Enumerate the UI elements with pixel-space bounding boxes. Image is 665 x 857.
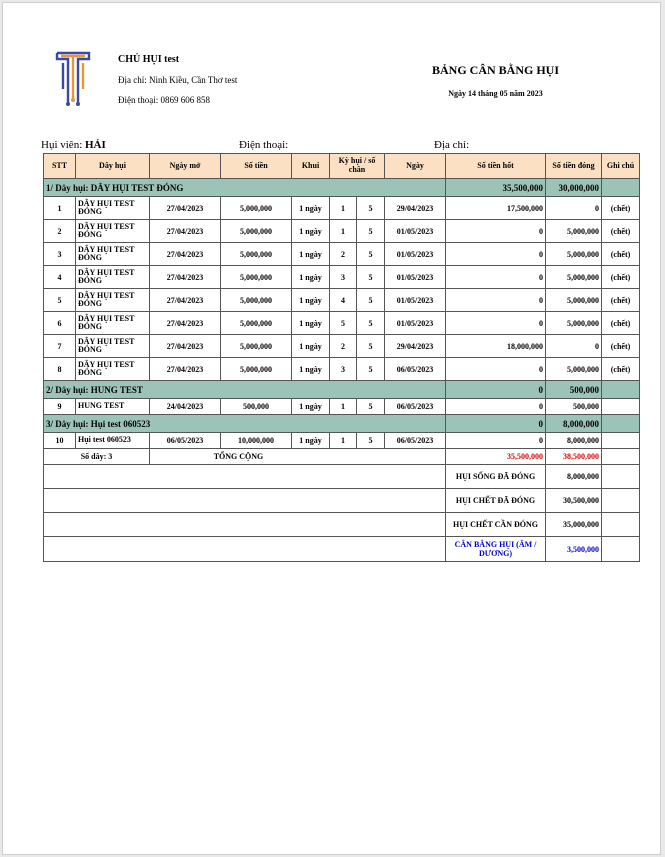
row-chan: 5 xyxy=(357,335,385,358)
row-note: (chết) xyxy=(602,197,640,220)
summary-value: 8,000,000 xyxy=(546,465,602,489)
row-khui: 1 ngày xyxy=(292,312,330,335)
summary-spacer xyxy=(44,537,446,562)
table-row xyxy=(44,243,640,266)
row-note: (chết) xyxy=(602,358,640,381)
table-row xyxy=(44,312,640,335)
table-row xyxy=(44,358,640,381)
table-row xyxy=(44,289,640,312)
row-stt: 5 xyxy=(44,289,76,312)
row-khui: 1 ngày xyxy=(292,197,330,220)
row-open-date: 27/04/2023 xyxy=(150,220,221,243)
row-dong: 5,000,000 xyxy=(546,220,602,243)
table-row xyxy=(44,197,640,220)
row-chan: 5 xyxy=(357,433,385,449)
row-stt: 1 xyxy=(44,197,76,220)
row-ky: 2 xyxy=(330,335,357,358)
row-name: DÂY HỤI TEST ĐÓNG xyxy=(76,335,150,358)
row-note: (chết) xyxy=(602,266,640,289)
member-name: HẢI xyxy=(85,139,106,151)
summary-row xyxy=(44,489,640,513)
summary-row xyxy=(44,465,640,489)
row-date: 29/04/2023 xyxy=(385,335,446,358)
row-dong: 0 xyxy=(546,197,602,220)
row-hot: 0 xyxy=(446,433,546,449)
col-header: Khui xyxy=(292,154,330,179)
group-note xyxy=(602,381,640,399)
total-hot: 35,500,000 xyxy=(446,449,546,465)
row-name: HUNG TEST xyxy=(76,399,150,415)
table-header-row xyxy=(44,154,640,179)
row-ky: 4 xyxy=(330,289,357,312)
row-khui: 1 ngày xyxy=(292,433,330,449)
row-date: 06/05/2023 xyxy=(385,358,446,381)
row-hot: 0 xyxy=(446,358,546,381)
row-stt: 10 xyxy=(44,433,76,449)
row-hot: 0 xyxy=(446,243,546,266)
row-date: 29/04/2023 xyxy=(385,197,446,220)
group-label: 1/ Dây hụi: DÂY HỤI TEST ĐÓNG xyxy=(44,179,446,197)
col-header: Số tiền xyxy=(221,154,292,179)
row-chan: 5 xyxy=(357,289,385,312)
total-note xyxy=(602,449,640,465)
row-stt: 8 xyxy=(44,358,76,381)
group-label: 2/ Dây hụi: HUNG TEST xyxy=(44,381,446,399)
summary-row xyxy=(44,537,640,562)
row-name: DÂY HỤI TEST ĐÓNG xyxy=(76,289,150,312)
table-row xyxy=(44,266,640,289)
row-stt: 7 xyxy=(44,335,76,358)
summary-note xyxy=(602,513,640,537)
row-date: 01/05/2023 xyxy=(385,243,446,266)
table-row xyxy=(44,433,640,449)
row-amount: 500,000 xyxy=(221,399,292,415)
row-hot: 18,000,000 xyxy=(446,335,546,358)
row-khui: 1 ngày xyxy=(292,335,330,358)
col-header: STT xyxy=(44,154,76,179)
row-khui: 1 ngày xyxy=(292,266,330,289)
row-name: DÂY HỤI TEST ĐÓNG xyxy=(76,243,150,266)
row-amount: 5,000,000 xyxy=(221,358,292,381)
row-dong: 5,000,000 xyxy=(546,312,602,335)
row-chan: 5 xyxy=(357,197,385,220)
row-ky: 1 xyxy=(330,433,357,449)
group-row xyxy=(44,381,640,399)
row-date: 01/05/2023 xyxy=(385,220,446,243)
row-chan: 5 xyxy=(357,312,385,335)
row-open-date: 27/04/2023 xyxy=(150,266,221,289)
row-amount: 5,000,000 xyxy=(221,312,292,335)
summary-note xyxy=(602,489,640,513)
row-dong: 5,000,000 xyxy=(546,243,602,266)
row-dong: 5,000,000 xyxy=(546,358,602,381)
row-stt: 2 xyxy=(44,220,76,243)
owner-phone: Điện thoại: 0869 606 858 xyxy=(118,95,210,105)
row-ky: 1 xyxy=(330,197,357,220)
document-date: Ngày 14 tháng 05 năm 2023 xyxy=(448,89,543,98)
group-note xyxy=(602,179,640,197)
group-hot-total: 35,500,000 xyxy=(446,179,546,197)
row-amount: 5,000,000 xyxy=(221,289,292,312)
row-chan: 5 xyxy=(357,358,385,381)
row-dong: 5,000,000 xyxy=(546,266,602,289)
row-dong: 0 xyxy=(546,335,602,358)
table-row xyxy=(44,220,640,243)
total-label: TỔNG CỘNG xyxy=(150,449,446,465)
row-stt: 6 xyxy=(44,312,76,335)
group-note xyxy=(602,415,640,433)
col-header: Số tiền đóng xyxy=(546,154,602,179)
row-chan: 5 xyxy=(357,266,385,289)
member-label: Hụi viên: xyxy=(41,139,83,151)
row-stt: 4 xyxy=(44,266,76,289)
row-open-date: 24/04/2023 xyxy=(150,399,221,415)
owner-name: CHỦ HỤI test xyxy=(118,54,180,65)
row-ky: 3 xyxy=(330,266,357,289)
row-name: DÂY HỤI TEST ĐÓNG xyxy=(76,197,150,220)
row-name: DÂY HỤI TEST ĐÓNG xyxy=(76,266,150,289)
row-chan: 5 xyxy=(357,243,385,266)
row-hot: 0 xyxy=(446,399,546,415)
row-ky: 3 xyxy=(330,358,357,381)
row-khui: 1 ngày xyxy=(292,399,330,415)
summary-note xyxy=(602,465,640,489)
row-amount: 5,000,000 xyxy=(221,266,292,289)
row-open-date: 27/04/2023 xyxy=(150,243,221,266)
table-row xyxy=(44,335,640,358)
row-ky: 1 xyxy=(330,220,357,243)
summary-note xyxy=(602,537,640,562)
summary-label: HỤI SỐNG ĐÃ ĐÓNG xyxy=(446,465,546,489)
row-amount: 5,000,000 xyxy=(221,335,292,358)
row-dong: 5,000,000 xyxy=(546,289,602,312)
row-open-date: 27/04/2023 xyxy=(150,289,221,312)
summary-spacer xyxy=(44,465,446,489)
group-row xyxy=(44,179,640,197)
summary-label: HỤI CHẾT CẦN ĐÓNG xyxy=(446,513,546,537)
summary-row xyxy=(44,513,640,537)
row-name: DÂY HỤI TEST ĐÓNG xyxy=(76,358,150,381)
col-header: Kỳ hụi / số chân xyxy=(330,154,385,179)
group-dong-total: 8,000,000 xyxy=(546,415,602,433)
row-dong: 8,000,000 xyxy=(546,433,602,449)
summary-value: 30,500,000 xyxy=(546,489,602,513)
row-date: 01/05/2023 xyxy=(385,266,446,289)
summary-label: HỤI CHẾT ĐÃ ĐÓNG xyxy=(446,489,546,513)
row-date: 06/05/2023 xyxy=(385,399,446,415)
row-khui: 1 ngày xyxy=(292,220,330,243)
row-hot: 0 xyxy=(446,312,546,335)
row-khui: 1 ngày xyxy=(292,243,330,266)
table-body xyxy=(44,179,640,562)
row-chan: 5 xyxy=(357,220,385,243)
row-stt: 9 xyxy=(44,399,76,415)
col-header: Số tiền hốt xyxy=(446,154,546,179)
row-amount: 5,000,000 xyxy=(221,243,292,266)
row-ky: 5 xyxy=(330,312,357,335)
group-dong-total: 500,000 xyxy=(546,381,602,399)
row-note: (chết) xyxy=(602,243,640,266)
count-label: Số dây: 3 xyxy=(44,449,150,465)
row-date: 06/05/2023 xyxy=(385,433,446,449)
row-open-date: 27/04/2023 xyxy=(150,358,221,381)
col-header: Dây hụi xyxy=(76,154,150,179)
row-note: (chết) xyxy=(602,312,640,335)
row-note: (chết) xyxy=(602,289,640,312)
group-label: 3/ Dây hụi: Hụi test 060523 xyxy=(44,415,446,433)
row-hot: 0 xyxy=(446,220,546,243)
row-ky: 1 xyxy=(330,399,357,415)
summary-spacer xyxy=(44,489,446,513)
row-amount: 10,000,000 xyxy=(221,433,292,449)
group-hot-total: 0 xyxy=(446,381,546,399)
row-date: 01/05/2023 xyxy=(385,289,446,312)
document-page xyxy=(2,2,661,855)
row-khui: 1 ngày xyxy=(292,358,330,381)
row-open-date: 27/04/2023 xyxy=(150,197,221,220)
row-chan: 5 xyxy=(357,399,385,415)
company-logo xyxy=(55,49,91,107)
row-dong: 500,000 xyxy=(546,399,602,415)
row-hot: 17,500,000 xyxy=(446,197,546,220)
row-date: 01/05/2023 xyxy=(385,312,446,335)
col-header: Ngày mở xyxy=(150,154,221,179)
row-open-date: 27/04/2023 xyxy=(150,335,221,358)
group-dong-total: 30,000,000 xyxy=(546,179,602,197)
total-dong: 38,500,000 xyxy=(546,449,602,465)
row-hot: 0 xyxy=(446,289,546,312)
owner-address: Địa chỉ: Ninh Kiều, Cần Thơ test xyxy=(118,75,238,85)
row-stt: 3 xyxy=(44,243,76,266)
col-header: Ngày xyxy=(385,154,446,179)
address-label: Địa chỉ: xyxy=(434,139,470,151)
table-row xyxy=(44,399,640,415)
row-amount: 5,000,000 xyxy=(221,197,292,220)
summary-value: 35,000,000 xyxy=(546,513,602,537)
balance-table xyxy=(43,153,640,562)
group-hot-total: 0 xyxy=(446,415,546,433)
row-note xyxy=(602,433,640,449)
row-open-date: 27/04/2023 xyxy=(150,312,221,335)
group-row xyxy=(44,415,640,433)
row-note: (chết) xyxy=(602,220,640,243)
row-note: (chết) xyxy=(602,335,640,358)
summary-spacer xyxy=(44,513,446,537)
row-open-date: 06/05/2023 xyxy=(150,433,221,449)
row-ky: 2 xyxy=(330,243,357,266)
row-hot: 0 xyxy=(446,266,546,289)
row-khui: 1 ngày xyxy=(292,289,330,312)
phone-label: Điện thoại: xyxy=(239,139,289,151)
row-name: DÂY HỤI TEST ĐÓNG xyxy=(76,312,150,335)
row-name: DÂY HỤI TEST ĐÓNG xyxy=(76,220,150,243)
total-row xyxy=(44,449,640,465)
document-title: BẢNG CÂN BẰNG HỤI xyxy=(431,63,559,77)
row-note xyxy=(602,399,640,415)
summary-label: CÂN BẰNG HỤI (ÂM / DƯƠNG) xyxy=(446,537,546,562)
col-header: Ghi chú xyxy=(602,154,640,179)
row-name: Hụi test 060523 xyxy=(76,433,150,449)
row-amount: 5,000,000 xyxy=(221,220,292,243)
member-info xyxy=(41,139,106,151)
summary-value: 3,500,000 xyxy=(546,537,602,562)
